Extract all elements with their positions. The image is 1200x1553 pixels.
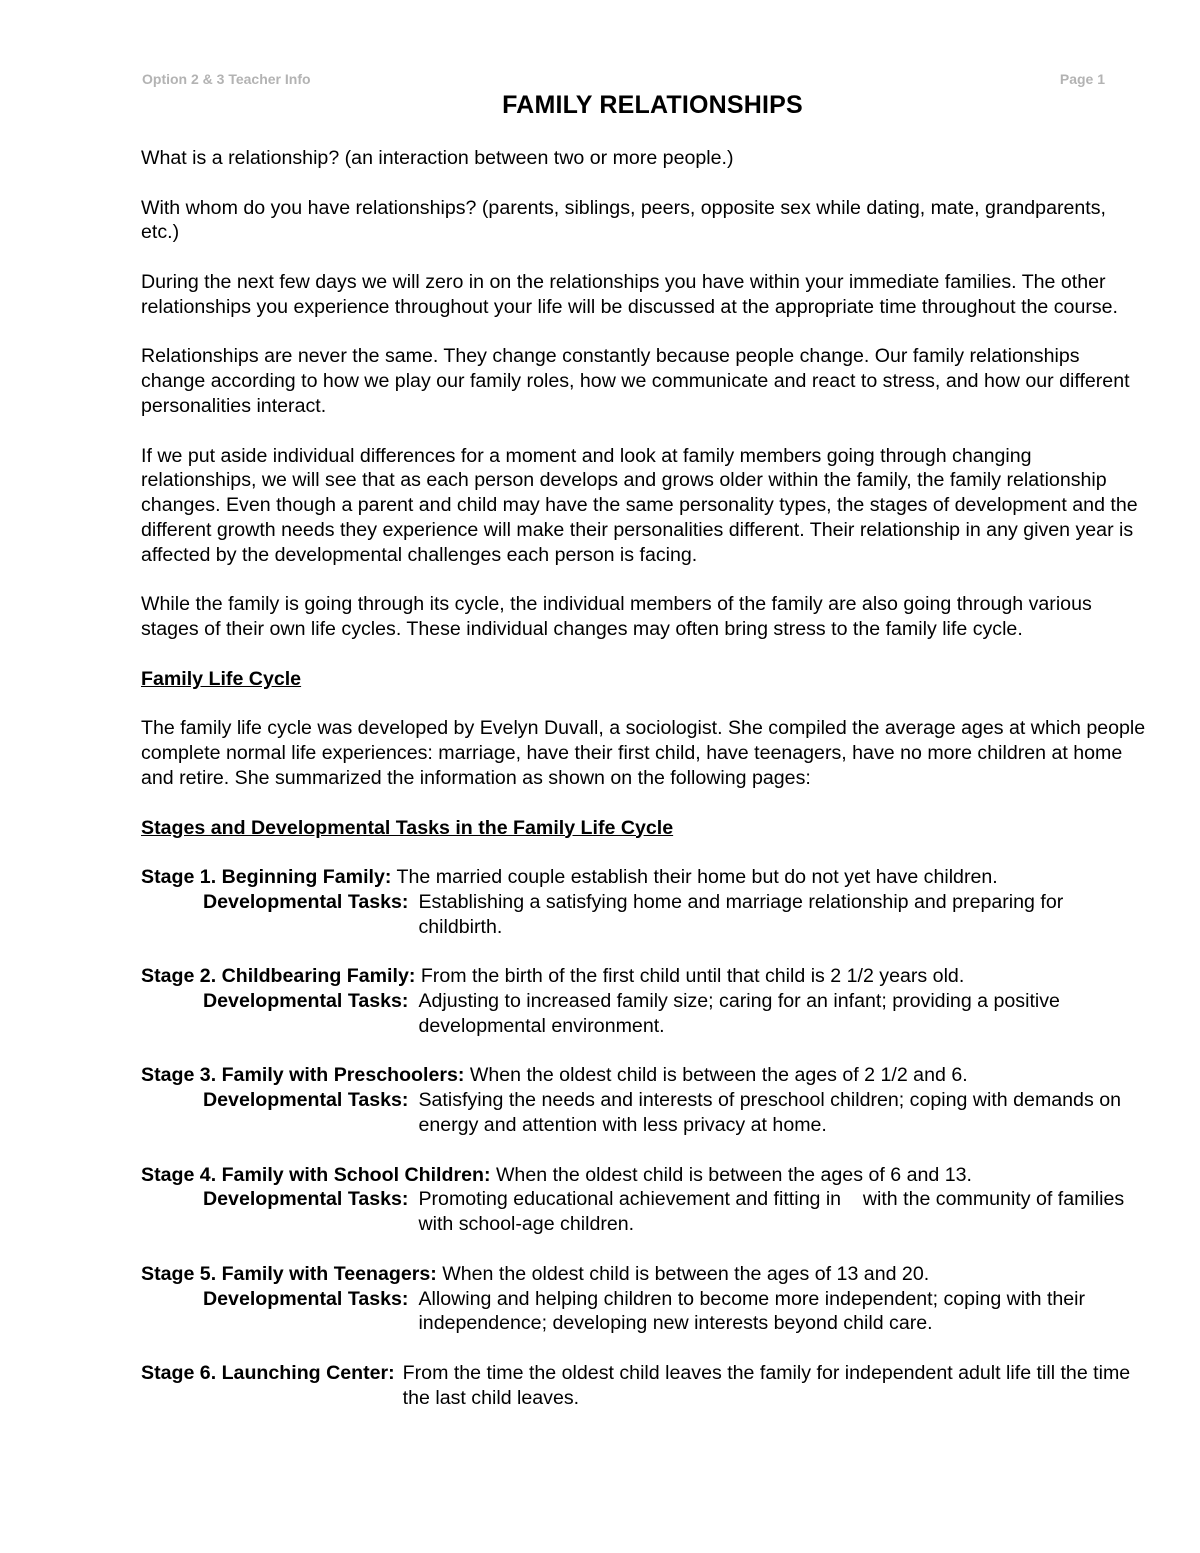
stage-3-label: Stage 3. Family with Preschoolers: <box>141 1064 465 1087</box>
stage-1-tasks: Establishing a satisfying home and marriage relationship and preparing for childbirth. <box>418 890 1064 938</box>
stage-2-tasks: Adjusting to increased family size; caring for an infant; providing a positive developmental environment. <box>418 990 1060 1037</box>
stage-5-label: Stage 5. Family with Teenagers: <box>141 1262 437 1285</box>
paragraph-5: If we put aside individual differences for a moment and look at family members going through changing relationships, we will see that as each person develops and grows older within the family, the family relationship changes. Even though a parent and child may have the same personality types, the stages of development and the different growth needs they experience will make their personalities different. Their relationship in any given year is affected by the developmental challenges each person is facing. <box>141 444 1138 566</box>
stage-6-label: Stage 6. Launching Center: <box>141 1362 395 1385</box>
stage-5-description: When the oldest child is between the ages of 13 and 20. <box>442 1262 930 1285</box>
stage-2-label: Stage 2. Childbearing Family: <box>141 965 416 988</box>
stage-6-description: From the time the oldest child leaves the family for independent adult life till the time the last child leaves. <box>402 1362 1131 1409</box>
stage-5-tasks: Allowing and helping children to become more independent; coping with their independence; developing new interests beyond child care. <box>418 1287 1086 1335</box>
stages-heading: Stages and Developmental Tasks in the Family Life Cycle <box>141 816 674 839</box>
stage-2-tasks-label: Developmental Tasks: <box>203 990 409 1013</box>
stage-3-tasks-label: Developmental Tasks: <box>203 1089 409 1112</box>
stage-2 <box>141 964 1146 1038</box>
family-life-cycle-paragraph: The family life cycle was developed by Evelyn Duvall, a sociologist. She compiled the average ages at which people complete normal life experiences: marriage, have their first child, have teenagers, have no more children at home and retire. She summarized the information as shown on the following pages: <box>141 717 1146 789</box>
family-life-cycle-heading: Family Life Cycle <box>141 667 302 690</box>
document-title: FAMILY RELATIONSHIPS <box>502 91 803 119</box>
stage-1-label: Stage 1. Beginning Family: <box>141 866 392 889</box>
stage-4 <box>141 1163 1146 1237</box>
stage-3-description: When the oldest child is between the ages of 2 1/2 and 6. <box>469 1064 968 1087</box>
header-left-text: Option 2 & 3 Teacher Info <box>142 71 311 87</box>
stage-4-description: When the oldest child is between the ages of 6 and 13. <box>495 1163 972 1186</box>
stage-3 <box>141 1063 1146 1137</box>
paragraph-4: Relationships are never the same. They change constantly because people change. Our family relationships change according to how we play our family roles, how we communicate and react to stress, and how our different personalities interact. <box>141 345 1130 417</box>
stage-3-tasks: Satisfying the needs and interests of preschool children; coping with demands on energy and attention with less privacy at home. <box>418 1089 1121 1137</box>
stage-6 <box>141 1361 1146 1411</box>
stage-1 <box>141 865 1146 939</box>
paragraph-3: During the next few days we will zero in on the relationships you have within your immediate families. The other relationships you experience throughout your life will be discussed at the appropriate time throughout the course. <box>141 270 1118 318</box>
stage-4-tasks-label: Developmental Tasks: <box>203 1188 409 1211</box>
document-body <box>141 146 1146 1435</box>
paragraph-6: While the family is going through its cycle, the individual members of the family are also going through various stages of their own life cycles. These individual changes may often bring stress to the family life cycle. <box>141 593 1092 641</box>
stage-5 <box>141 1262 1146 1336</box>
stage-4-label: Stage 4. Family with School Children: <box>141 1163 491 1186</box>
stage-1-tasks-label: Developmental Tasks: <box>203 890 409 913</box>
paragraph-1: What is a relationship? (an interaction between two or more people.) <box>141 147 734 169</box>
stage-5-tasks-label: Developmental Tasks: <box>203 1287 409 1310</box>
stage-4-tasks: Promoting educational achievement and fitting in with the community of families with school-age children. <box>418 1188 1130 1236</box>
stage-1-description: The married couple establish their home but do not yet have children. <box>396 866 998 889</box>
page-number: Page 1 <box>1059 71 1105 87</box>
stage-2-description: From the birth of the first child until that child is 2 1/2 years old. <box>420 965 965 988</box>
paragraph-2: With whom do you have relationships? (parents, siblings, peers, opposite sex while dating, mate, grandparents, etc.) <box>141 196 1106 244</box>
